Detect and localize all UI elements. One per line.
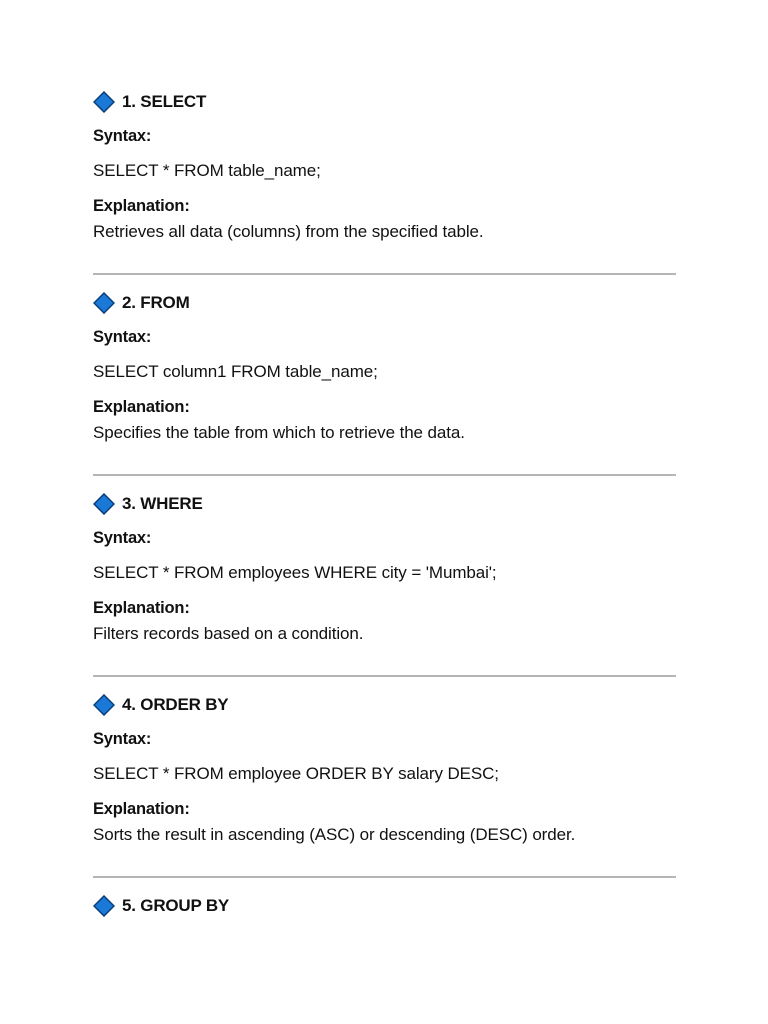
- section-from: [93, 292, 676, 444]
- section-order-by: [93, 694, 676, 846]
- section-heading: [93, 694, 676, 716]
- syntax-code: SELECT * FROM table_name;: [93, 161, 321, 180]
- explanation-label: Explanation:: [93, 800, 190, 818]
- syntax-code: SELECT column1 FROM table_name;: [93, 362, 378, 381]
- syntax-label: Syntax:: [93, 127, 152, 145]
- section-divider: [93, 273, 676, 275]
- explanation-text: Filters records based on a condition.: [93, 624, 364, 643]
- section-title: 2. FROM: [122, 293, 190, 312]
- explanation-label: Explanation:: [93, 197, 190, 215]
- section-divider: [93, 675, 676, 677]
- section-group-by: [93, 895, 676, 917]
- section-title: 1. SELECT: [122, 92, 207, 111]
- syntax-label: Syntax:: [93, 730, 152, 748]
- explanation-label: Explanation:: [93, 398, 190, 416]
- explanation-label: Explanation:: [93, 599, 190, 617]
- section-where: [93, 493, 676, 645]
- section-title: 3. WHERE: [122, 494, 203, 513]
- syntax-code: SELECT * FROM employee ORDER BY salary DESC;: [93, 764, 499, 783]
- syntax-code: SELECT * FROM employees WHERE city = 'Mumbai';: [93, 563, 497, 582]
- section-divider: [93, 474, 676, 476]
- section-title: 5. GROUP BY: [122, 896, 230, 915]
- section-heading: [93, 493, 676, 515]
- section-divider: [93, 876, 676, 878]
- section-heading: [93, 895, 676, 917]
- section-select: [93, 91, 676, 243]
- blue-diamond-icon: [93, 292, 115, 314]
- blue-diamond-icon: [93, 91, 115, 113]
- explanation-text: Specifies the table from which to retrieve the data.: [93, 423, 465, 442]
- blue-diamond-icon: [93, 895, 115, 917]
- section-heading: [93, 292, 676, 314]
- blue-diamond-icon: [93, 493, 115, 515]
- explanation-text: Retrieves all data (columns) from the specified table.: [93, 222, 484, 241]
- section-heading: [93, 91, 676, 113]
- syntax-label: Syntax:: [93, 529, 152, 547]
- explanation-text: Sorts the result in ascending (ASC) or descending (DESC) order.: [93, 825, 576, 844]
- syntax-label: Syntax:: [93, 328, 152, 346]
- blue-diamond-icon: [93, 694, 115, 716]
- section-title: 4. ORDER BY: [122, 695, 229, 714]
- document-page: [93, 91, 676, 917]
